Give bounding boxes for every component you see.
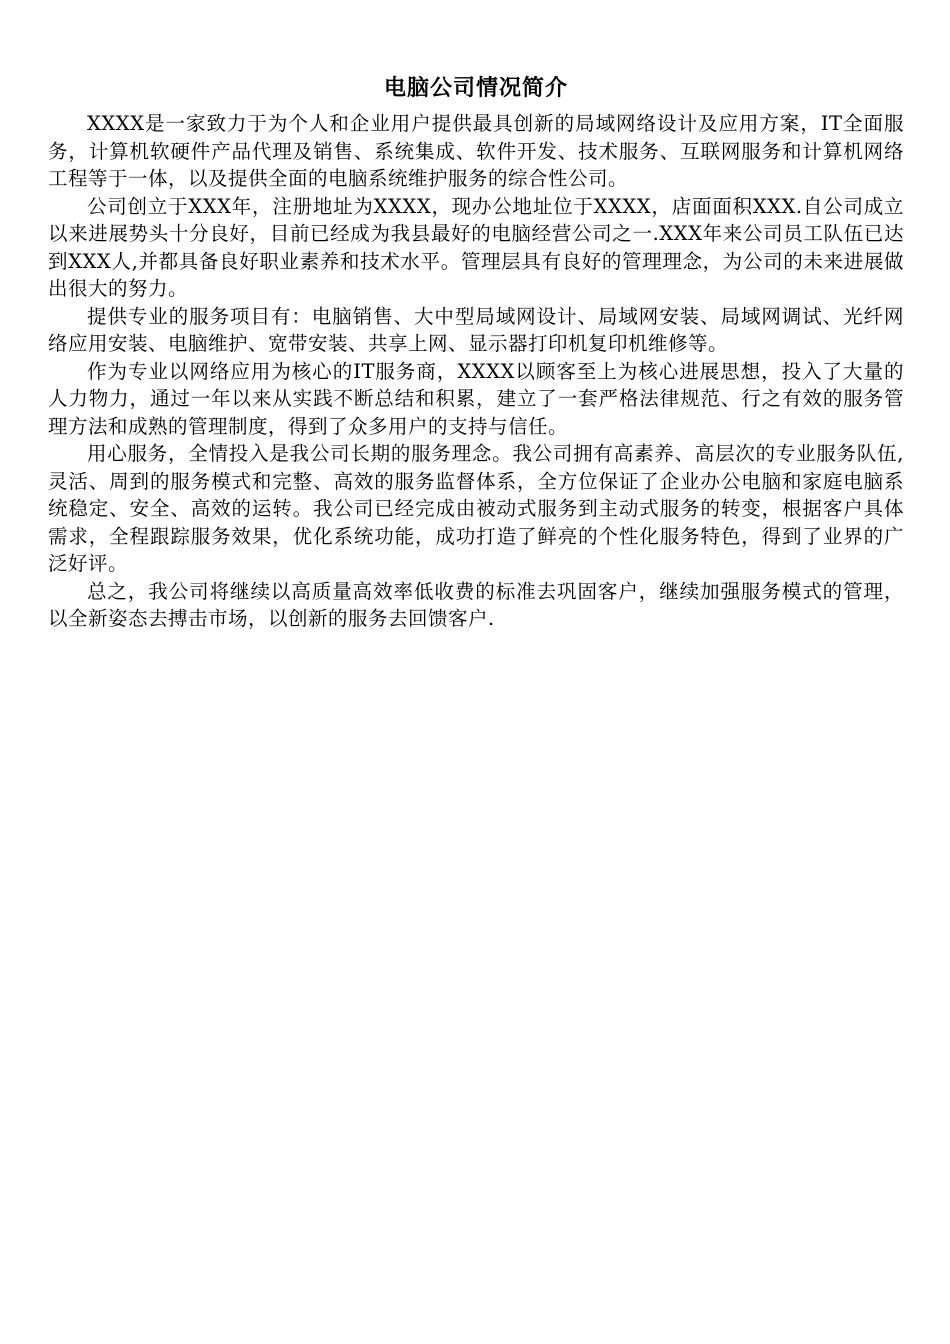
- paragraph-history: 公司创立于XXX年，注册地址为XXXX，现办公地址位于XXXX，店面面积XXX.自公司成立以来进展势头十分良好，目前已经成为我县最好的电脑经营公司之一.XXX年来公司员工队伍已达到XXX人,并都具备良好职业素养和技术水平。管理层具有良好的管理理念，为公司的未来进展做出很大的努力。: [48, 194, 904, 300]
- paragraph-positioning: 作为专业以网络应用为核心的IT服务商，XXXX以顾客至上为核心进展思想，投入了大量的人力物力，通过一年以来从实践不断总结和积累，建立了一套严格法律规范、行之有效的服务管理方法和成熟的管理制度，得到了众多用户的支持与信任。: [48, 359, 904, 438]
- document-page: [48, 72, 904, 633]
- document-title: 电脑公司情况简介: [383, 76, 568, 101]
- paragraph-philosophy: 用心服务，全情投入是我公司长期的服务理念。我公司拥有高素养、高层次的专业服务队伍,灵活、周到的服务模式和完整、高效的服务监督体系，全方位保证了企业办公电脑和家庭电脑系统稳定、安全、高效的运转。我公司已经完成由被动式服务到主动式服务的转变，根据客户具体需求，全程跟踪服务效果，优化系统功能，成功打造了鲜亮的个性化服务特色，得到了业界的广泛好评。: [48, 442, 904, 575]
- paragraph-services: 提供专业的服务项目有：电脑销售、大中型局域网设计、局域网安装、局域网调试、光纤网络应用安装、电脑维护、宽带安装、共享上网、显示器打印机复印机维修等。: [48, 304, 904, 355]
- paragraph-intro: XXXX是一家致力于为个人和企业用户提供最具创新的局域网络设计及应用方案，IT全面服务，计算机软硬件产品代理及销售、系统集成、软件开发、技术服务、互联网服务和计算机网络工程等于一体，以及提供全面的电脑系统维护服务的综合性公司。: [48, 112, 904, 190]
- paragraph-conclusion: 总之，我公司将继续以高质量高效率低收费的标准去巩固客户，继续加强服务模式的管理，以全新姿态去搏击市场，以创新的服务去回馈客户.: [48, 579, 904, 630]
